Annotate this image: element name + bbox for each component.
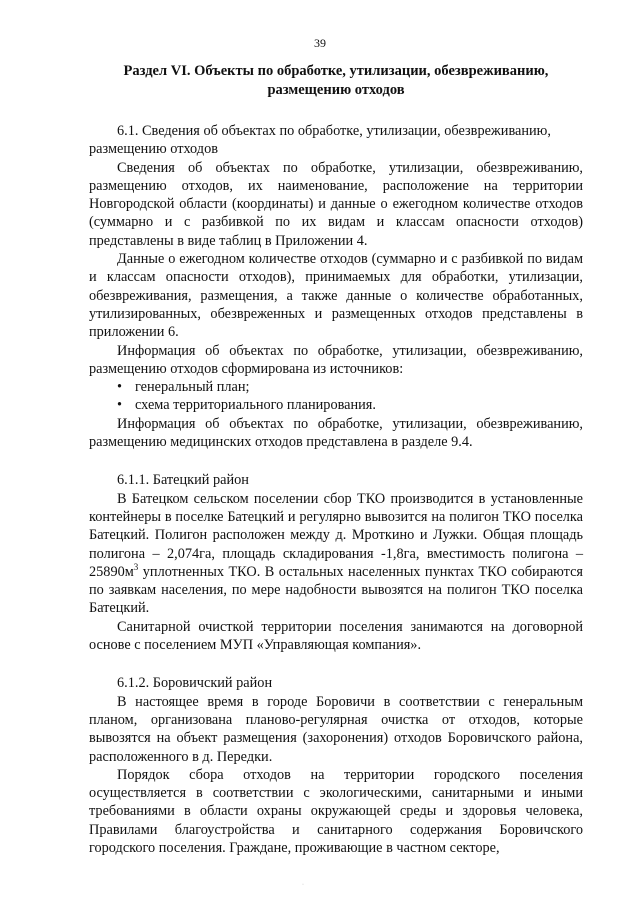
list-item bbox=[89, 396, 583, 414]
section-title-line-2: размещению отходов bbox=[267, 82, 405, 98]
page-content bbox=[89, 62, 583, 857]
subsection-heading-6-1-2: 6.1.2. Боровичский район bbox=[117, 675, 273, 692]
paragraph bbox=[89, 490, 583, 618]
subsection-heading-6-1: 6.1. Сведения об объектах по обработке, утилизации, обезвреживанию, размещению отходов bbox=[89, 123, 551, 158]
source-list bbox=[89, 378, 583, 415]
paragraph: Данные о ежегодном количестве отходов (суммарно и с разбивкой по видам и классам опасности отходов), принимаемых для обработки, утилизации, обезвреживания, размещения, а также данные о количестве обработанных, утилизированных, обезвреженных и размещенных отходов представлены в приложении 6. bbox=[89, 251, 583, 341]
section-title bbox=[89, 62, 583, 100]
page-number: 39 bbox=[314, 36, 326, 50]
spacer bbox=[89, 654, 583, 674]
paragraph-text: В Батецком сельском поселении сбор ТКО производится в установленные контейнеры в поселке Батецкий и регулярно вывозится на полигон ТКО поселка Батецкий. Полигон расположен между д. Мроткино и Лужки. Общая площадь полигона – 2,074га, площадь складирования -1,8га, вместимость полигона – 25890м bbox=[89, 490, 583, 580]
paragraph: Сведения об объектах по обработке, утилизации, обезвреживанию, размещению отходов, их наименование, расположение на территории Новгородской области (координаты) и данные о ежегодном количестве отходов (суммарно и с разбивкой по их видам и классам опасности отходов) представлены в виде таблиц в Приложении 4. bbox=[89, 159, 583, 249]
bullet-icon: • bbox=[117, 397, 123, 414]
paragraph: Санитарной очисткой территории поселения занимаются на договорной основе с поселением МУП «Управляющая компания». bbox=[89, 618, 583, 654]
subsection-heading-6-1-1: 6.1.1. Батецкий район bbox=[117, 472, 249, 489]
spacer bbox=[89, 451, 583, 471]
section-title-line-1: Раздел VI. Объекты по обработке, утилизации, обезвреживанию, bbox=[123, 63, 549, 79]
spacer bbox=[89, 100, 583, 122]
paragraph: Информация об объектах по обработке, утилизации, обезвреживанию, размещению отходов сформирована из источников: bbox=[89, 342, 583, 377]
list-item-text: схема территориального планирования. bbox=[135, 397, 376, 414]
paragraph: Порядок сбора отходов на территории городского поселения осуществляется в соответствии с экологическими, санитарными и иными требованиями в области охраны окружающей среды и здоровья человека, Правилами благоустройства и санитарного содержания Боровичского городского поселения. Граждане, проживающие в частном секторе, bbox=[89, 766, 583, 856]
paragraph: В настоящее время в городе Боровичи в соответствии с генеральным планом, организована планово-регулярная очистка от отходов, которые вывозятся на объект размещения (захоронения) отходов Боровичского района, расположенного в д. Передки. bbox=[89, 693, 583, 765]
list-item-text: генеральный план; bbox=[135, 379, 250, 396]
superscript: 3 bbox=[133, 562, 139, 573]
list-item bbox=[89, 378, 583, 396]
paragraph: Информация об объектах по обработке, утилизации, обезвреживанию, размещению медицинских отходов представлена в разделе 9.4. bbox=[89, 415, 583, 451]
footer-mark: · bbox=[302, 882, 304, 888]
bullet-icon: • bbox=[117, 379, 123, 396]
paragraph-text: уплотненных ТКО. В остальных населенных пунктах ТКО собираются по заявкам населения, по мере надобности вывозятся на полигон ТКО поселка Батецкий. bbox=[89, 563, 583, 617]
